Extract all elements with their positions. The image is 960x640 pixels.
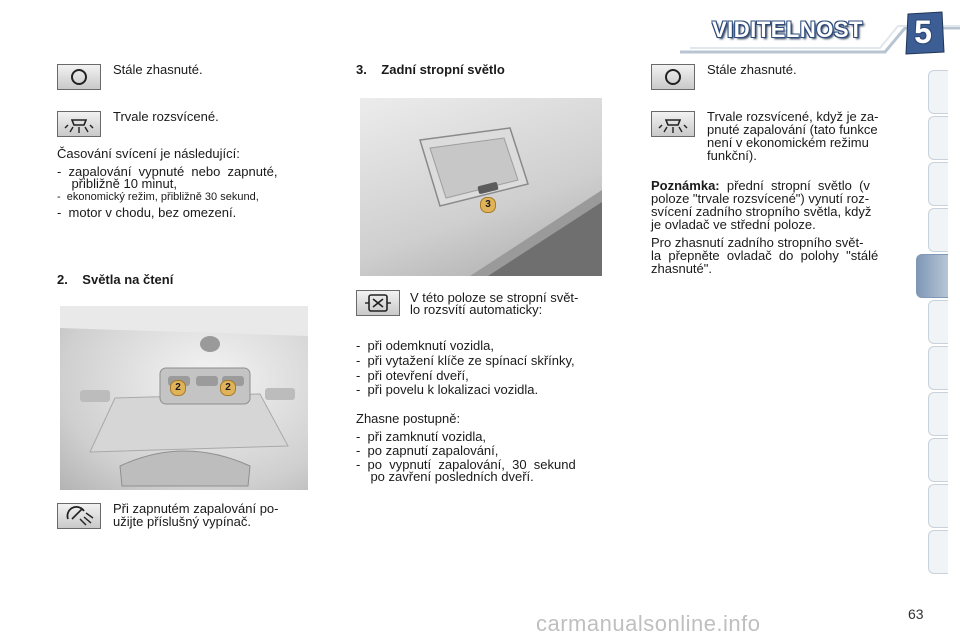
watermark: carmanualsonline.info bbox=[536, 611, 761, 636]
light-on-icon bbox=[57, 111, 101, 137]
chapter-tab[interactable] bbox=[928, 116, 948, 160]
page-number: 63 bbox=[908, 606, 924, 622]
marker-2-left: 2 bbox=[170, 380, 186, 396]
col3-light-off-text: Stále zhasnuté. bbox=[707, 62, 797, 77]
light-off-icon bbox=[57, 64, 101, 90]
reading-note-0: Při zapnutém zapalování po- bbox=[113, 501, 279, 516]
off-list-3: po zavření posledních dveří. bbox=[356, 469, 534, 484]
light-on-icon bbox=[651, 111, 695, 137]
reading-note-1: užijte příslušný vypínač. bbox=[113, 514, 252, 529]
chapter-tabs bbox=[928, 70, 948, 575]
col3-on-0: Trvale rozsvícené, když je za- bbox=[707, 109, 879, 124]
para-line-0: Pro zhasnutí zadního stropního svět- bbox=[651, 235, 864, 250]
note-line-2: svícení zadního stropního světla, když bbox=[651, 204, 872, 219]
page-title: VIDITELNOST bbox=[712, 17, 863, 42]
chapter-tab[interactable] bbox=[928, 392, 948, 436]
auto-note-1: lo rozsvítí automaticky: bbox=[410, 302, 543, 317]
chapter-tab-active[interactable] bbox=[916, 254, 948, 298]
marker-2-right: 2 bbox=[220, 380, 236, 396]
timing-list-2: - ekonomický režim, přibližně 30 sekund, bbox=[57, 191, 259, 203]
note-line-3: je ovladač ve střední poloze. bbox=[651, 217, 816, 232]
on-list-2: - při otevření dveří, bbox=[356, 368, 469, 383]
para-line-1: la přepněte ovladač do polohy "stálé bbox=[651, 248, 879, 263]
off-list-0: - při zamknutí vozidla, bbox=[356, 429, 487, 444]
para-line-2: zhasnuté". bbox=[651, 261, 712, 276]
col3-on-3: funkční). bbox=[707, 148, 757, 163]
chapter-tab[interactable] bbox=[928, 70, 948, 114]
col3-on-2: není v ekonomickém režimu bbox=[707, 135, 869, 150]
off-list-2: - po vypnutí zapalování, 30 sekund bbox=[356, 457, 576, 472]
chapter-tab[interactable] bbox=[928, 208, 948, 252]
note-text: přední stropní světlo (v bbox=[719, 178, 870, 193]
chapter-tab[interactable] bbox=[928, 530, 948, 574]
chapter-tab[interactable] bbox=[928, 438, 948, 482]
chapter-tab[interactable] bbox=[928, 346, 948, 390]
note-label: Poznámka: bbox=[651, 178, 720, 193]
light-off-icon bbox=[651, 64, 695, 90]
section-2-title: 2. Světla na čtení bbox=[57, 272, 174, 287]
on-list-0: - při odemknutí vozidla, bbox=[356, 338, 495, 353]
light-on-text: Trvale rozsvícené. bbox=[113, 109, 219, 124]
section-3-title: 3. Zadní stropní světlo bbox=[356, 62, 505, 77]
marker-3: 3 bbox=[480, 197, 496, 213]
chapter-tab[interactable] bbox=[928, 300, 948, 344]
reading-lights-photo bbox=[60, 306, 308, 490]
on-list-3: - při povelu k lokalizaci vozidla. bbox=[356, 382, 539, 397]
chapter-number: 5 bbox=[914, 14, 932, 50]
auto-note-0: V této poloze se stropní svět- bbox=[410, 290, 579, 305]
off-intro: Zhasne postupně: bbox=[356, 411, 461, 426]
timing-list-0: - zapalování vypnuté nebo zapnuté, bbox=[57, 164, 278, 179]
rear-ceiling-light-photo bbox=[360, 98, 602, 276]
on-list-1: - při vytažení klíče ze spínací skřínky, bbox=[356, 353, 575, 368]
off-list-1: - po zapnutí zapalování, bbox=[356, 443, 499, 458]
note-line-1: poloze "trvale rozsvícené") vynutí roz- bbox=[651, 191, 870, 206]
chapter-tab[interactable] bbox=[928, 484, 948, 528]
light-off-text: Stále zhasnuté. bbox=[113, 62, 203, 77]
timing-list-3: - motor v chodu, bez omezení. bbox=[57, 205, 237, 220]
timing-intro: Časování svícení je následující: bbox=[57, 146, 240, 161]
timing-list-1: přibližně 10 minut, bbox=[57, 176, 177, 191]
door-light-icon bbox=[356, 290, 400, 316]
chapter-tab[interactable] bbox=[928, 162, 948, 206]
col3-on-1: pnuté zapalování (tato funkce bbox=[707, 122, 878, 137]
reading-light-icon bbox=[57, 503, 101, 529]
